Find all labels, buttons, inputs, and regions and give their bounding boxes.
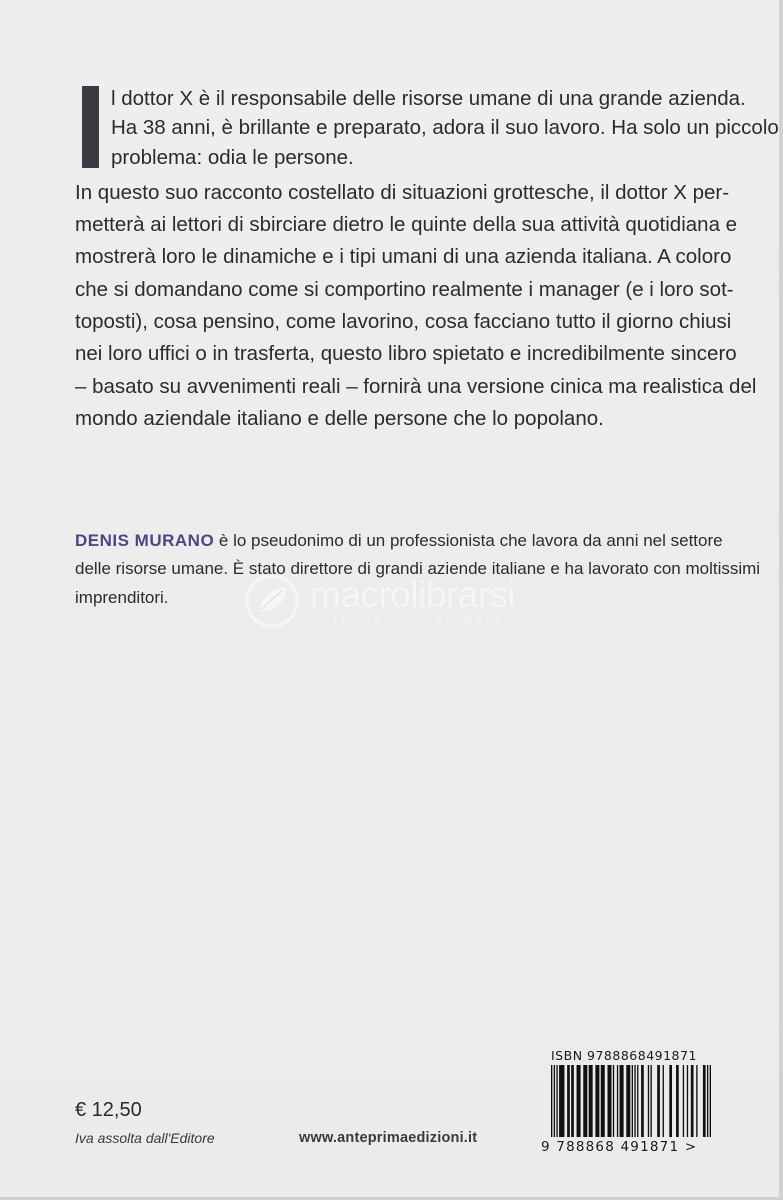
- isbn-label: ISBN 9788868491871: [551, 1048, 697, 1063]
- barcode-bar: [707, 1065, 708, 1137]
- author-bio-line: [75, 531, 723, 551]
- barcode-bar: [669, 1065, 672, 1137]
- barcode-bar: [554, 1065, 555, 1137]
- synopsis-intro-line: l dottor X è il responsabile delle risorse umane di una grande azienda.: [111, 87, 746, 110]
- barcode-bar: [657, 1065, 660, 1137]
- barcode-bar: [683, 1065, 684, 1137]
- leaf-logo-icon: [244, 573, 300, 629]
- barcode-bar: [676, 1065, 679, 1137]
- barcode-bar: [687, 1065, 688, 1137]
- synopsis-intro-line: problema: odia le persone.: [111, 146, 354, 169]
- barcode-bar: [648, 1065, 649, 1137]
- barcode-bar: [691, 1065, 694, 1137]
- watermark-tagline: ALTERNATIVA NATURALE: [314, 614, 505, 626]
- synopsis-body-line: – basato su avvenimenti reali – fornirà una versione cinica ma realistica del: [75, 375, 757, 398]
- author-name: DENIS MURANO: [75, 531, 215, 550]
- barcode-bar: [613, 1065, 614, 1137]
- barcode-bar: [601, 1065, 605, 1137]
- watermark-name: macrolibrarsi: [310, 574, 516, 615]
- barcode-bar: [620, 1065, 624, 1137]
- synopsis-body-line: metterà ai lettori di sbirciare dietro le quinte della sua attività quotidiana e: [75, 213, 738, 236]
- drop-cap-bar: [82, 86, 99, 168]
- barcode-bar: [651, 1065, 652, 1137]
- barcode-bar: [637, 1065, 638, 1137]
- barcode-bar: [595, 1065, 599, 1137]
- synopsis-body-line: che si domandano come si comportino realmente i manager (e i loro sot-: [75, 278, 734, 301]
- barcode-bar: [567, 1065, 570, 1137]
- barcode-bar: [626, 1065, 630, 1137]
- barcode-bar: [607, 1065, 611, 1137]
- synopsis-body-line: mostrerà loro le dinamiche e i tipi umani di una azienda italiana. A coloro: [75, 245, 732, 268]
- barcode-bar: [551, 1065, 552, 1137]
- author-bio-line: imprenditori.: [75, 588, 169, 607]
- synopsis-body-line: nei loro uffici o in trasferta, questo libro spietato e incredibilmente sincero: [75, 342, 737, 365]
- barcode-bar: [617, 1065, 618, 1137]
- barcode-bar: [703, 1065, 706, 1137]
- barcode-bar: [571, 1065, 574, 1137]
- barcode-bar: [583, 1065, 587, 1137]
- synopsis-body-line: toposti), cosa pensino, come lavorino, cosa facciano tutto il giorno chiusi: [75, 310, 732, 333]
- barcode-bar: [577, 1065, 581, 1137]
- barcode-bar: [663, 1065, 664, 1137]
- author-bio-line: delle risorse umane. È stato direttore di grandi aziende italiane e ha lavorato con moltissimi: [75, 559, 761, 578]
- price: € 12,50: [75, 1099, 142, 1121]
- synopsis-body-line: mondo aziendale italiano e delle persone che lo popolano.: [75, 407, 604, 430]
- barcode-bar: [641, 1065, 644, 1137]
- synopsis-body-line: In questo suo racconto costellato di situazioni grottesche, il dottor X per-: [75, 181, 730, 204]
- barcode: [551, 1065, 711, 1137]
- barcode-bar: [634, 1065, 635, 1137]
- store-watermark: [244, 573, 544, 633]
- author-bio-text: è lo pseudonimo di un professionista che lavora da anni nel settore: [214, 531, 723, 550]
- barcode-digits: 9 788868 491871 >: [541, 1139, 698, 1155]
- barcode-bar: [559, 1065, 564, 1137]
- barcode-bar: [632, 1065, 633, 1137]
- synopsis-intro-line: Ha 38 anni, è brillante e preparato, adora il suo lavoro. Ha solo un piccolo: [111, 116, 779, 139]
- barcode-bar: [556, 1065, 557, 1137]
- barcode-bar: [589, 1065, 593, 1137]
- vat-note: Iva assolta dall'Editore: [75, 1130, 215, 1146]
- barcode-bar: [710, 1065, 711, 1137]
- publisher-website: www.anteprimaedizioni.it: [299, 1130, 478, 1146]
- barcode-bar: [696, 1065, 697, 1137]
